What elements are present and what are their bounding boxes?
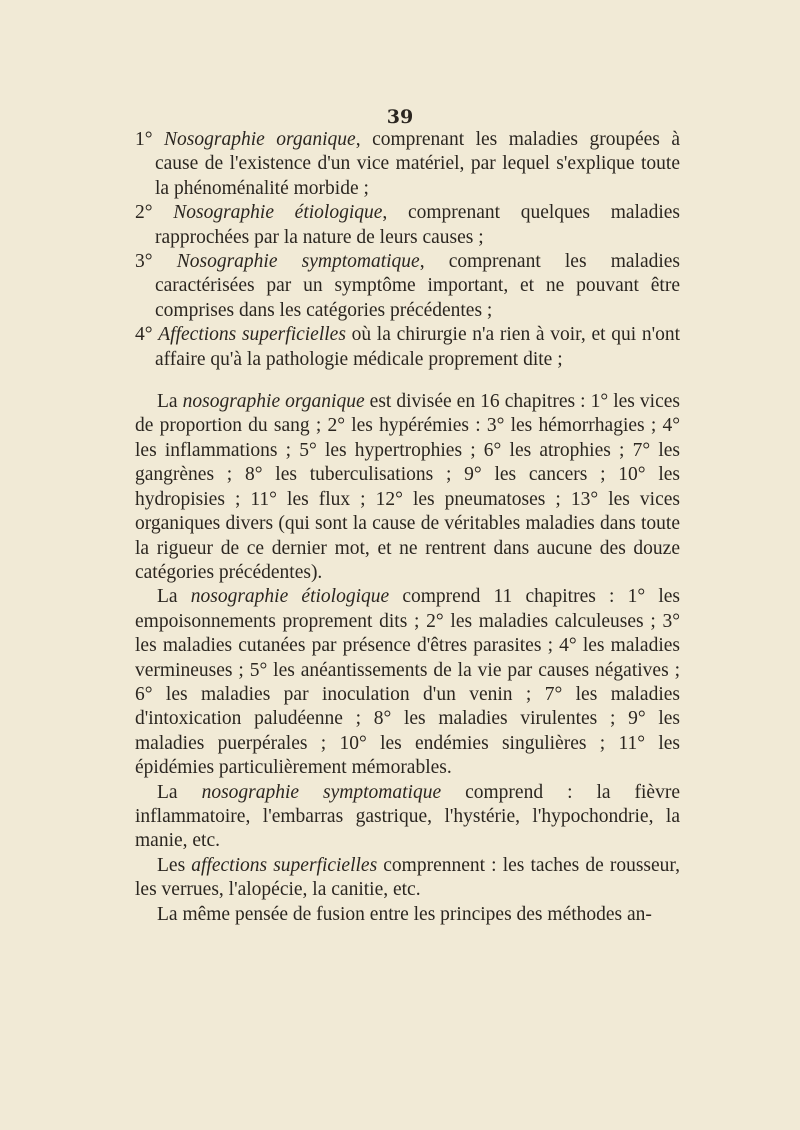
list-item-number: 3° <box>135 251 153 273</box>
paragraph-term: nosographie étiologique <box>190 586 390 608</box>
list-item-text: , comprenant quelques maladies rapprochées par la nature de leurs causes ; <box>155 202 680 248</box>
list-item-term: Nosographie étiologique <box>173 202 383 224</box>
list-item-text: , comprenant les maladies groupées à cause de l'existence d'un vice matériel, par lequel s'explique toute la phénoménalité morbide ; <box>155 129 681 199</box>
paragraph-lead: La <box>157 391 183 413</box>
paragraph-lead: La <box>157 781 202 803</box>
paragraph-lead: Les <box>157 854 192 876</box>
list-item-term: Nosographie symptomatique <box>176 251 420 273</box>
paragraph-text: comprend 11 chapitres : 1° les empoisonnements proprement dits ; 2° les maladies calculeuses ; 3° les maladies cutanées par présence d'êtres parasites ; 4° les maladies vermineuses ; 5° les anéantissements de la vie par causes négatives ; 6° les maladies par inoculation d'un venin ; 7° les maladies d'intoxication paludéenne ; 8° les maladies virulentes ; 9° les maladies puerpérales ; 10° les endémies singulières ; 11° les épidémies particulièrement mémorables. <box>135 586 680 779</box>
list-item-text: , comprenant les maladies caractérisées par un symptôme important, et ne pouvant être comprises dans les catégories précédentes ; <box>155 251 681 321</box>
paragraph-term: affections superficielles <box>191 854 378 876</box>
list-item-text: où la chirurgie n'a rien à voir, et qui n'ont affaire qu'à la pathologie médicale proprement dite ; <box>155 324 681 370</box>
list-item-number: 4° <box>135 324 153 346</box>
paragraph <box>135 854 680 903</box>
paragraph <box>135 390 680 585</box>
paragraph-term: nosographie symptomatique <box>201 781 442 803</box>
section-gap <box>135 372 680 390</box>
list-item-number: 1° <box>135 129 153 150</box>
page-body <box>135 128 680 927</box>
list-item-term: Affections superficielles <box>158 324 346 346</box>
list-item <box>135 323 680 372</box>
paragraph-term: nosographie organique <box>182 391 365 413</box>
paragraph <box>135 781 680 854</box>
paragraph-text: La même pensée de fusion entre les principes des méthodes an- <box>157 903 652 925</box>
page-number: 39 <box>386 106 414 128</box>
paragraph <box>135 903 680 927</box>
list-item-number: 2° <box>135 202 153 224</box>
paragraph-text: est divisée en 16 chapitres : 1° les vices de proportion du sang ; 2° les hypérémies : 3° les hémorrhagies ; 4° les inflammations ; 5° les hypertrophies ; 6° les atrophies ; 7° les gangrènes ; 8° les tuberculisations ; 9° les cancers ; 10° les hydropisies ; 11° les flux ; 12° les pneumatoses ; 13° les vices organiques divers (qui sont la cause de véritables maladies dans toute la rigueur de ce dernier mot, et ne rentrent dans aucune des douze catégories précédentes). <box>135 391 680 583</box>
paragraph-lead: La <box>157 586 191 608</box>
paragraph-text: comprend : la fièvre inflammatoire, l'embarras gastrique, l'hystérie, l'hypochondrie, la manie, etc. <box>135 781 680 852</box>
list-item <box>135 128 680 201</box>
list-item-term: Nosographie organique <box>164 129 356 150</box>
list-item <box>135 250 680 323</box>
paragraph-text: comprennent : les taches de rousseur, les verrues, l'alopécie, la canitie, etc. <box>135 854 680 901</box>
list-item <box>135 201 680 250</box>
paragraph <box>135 585 680 780</box>
